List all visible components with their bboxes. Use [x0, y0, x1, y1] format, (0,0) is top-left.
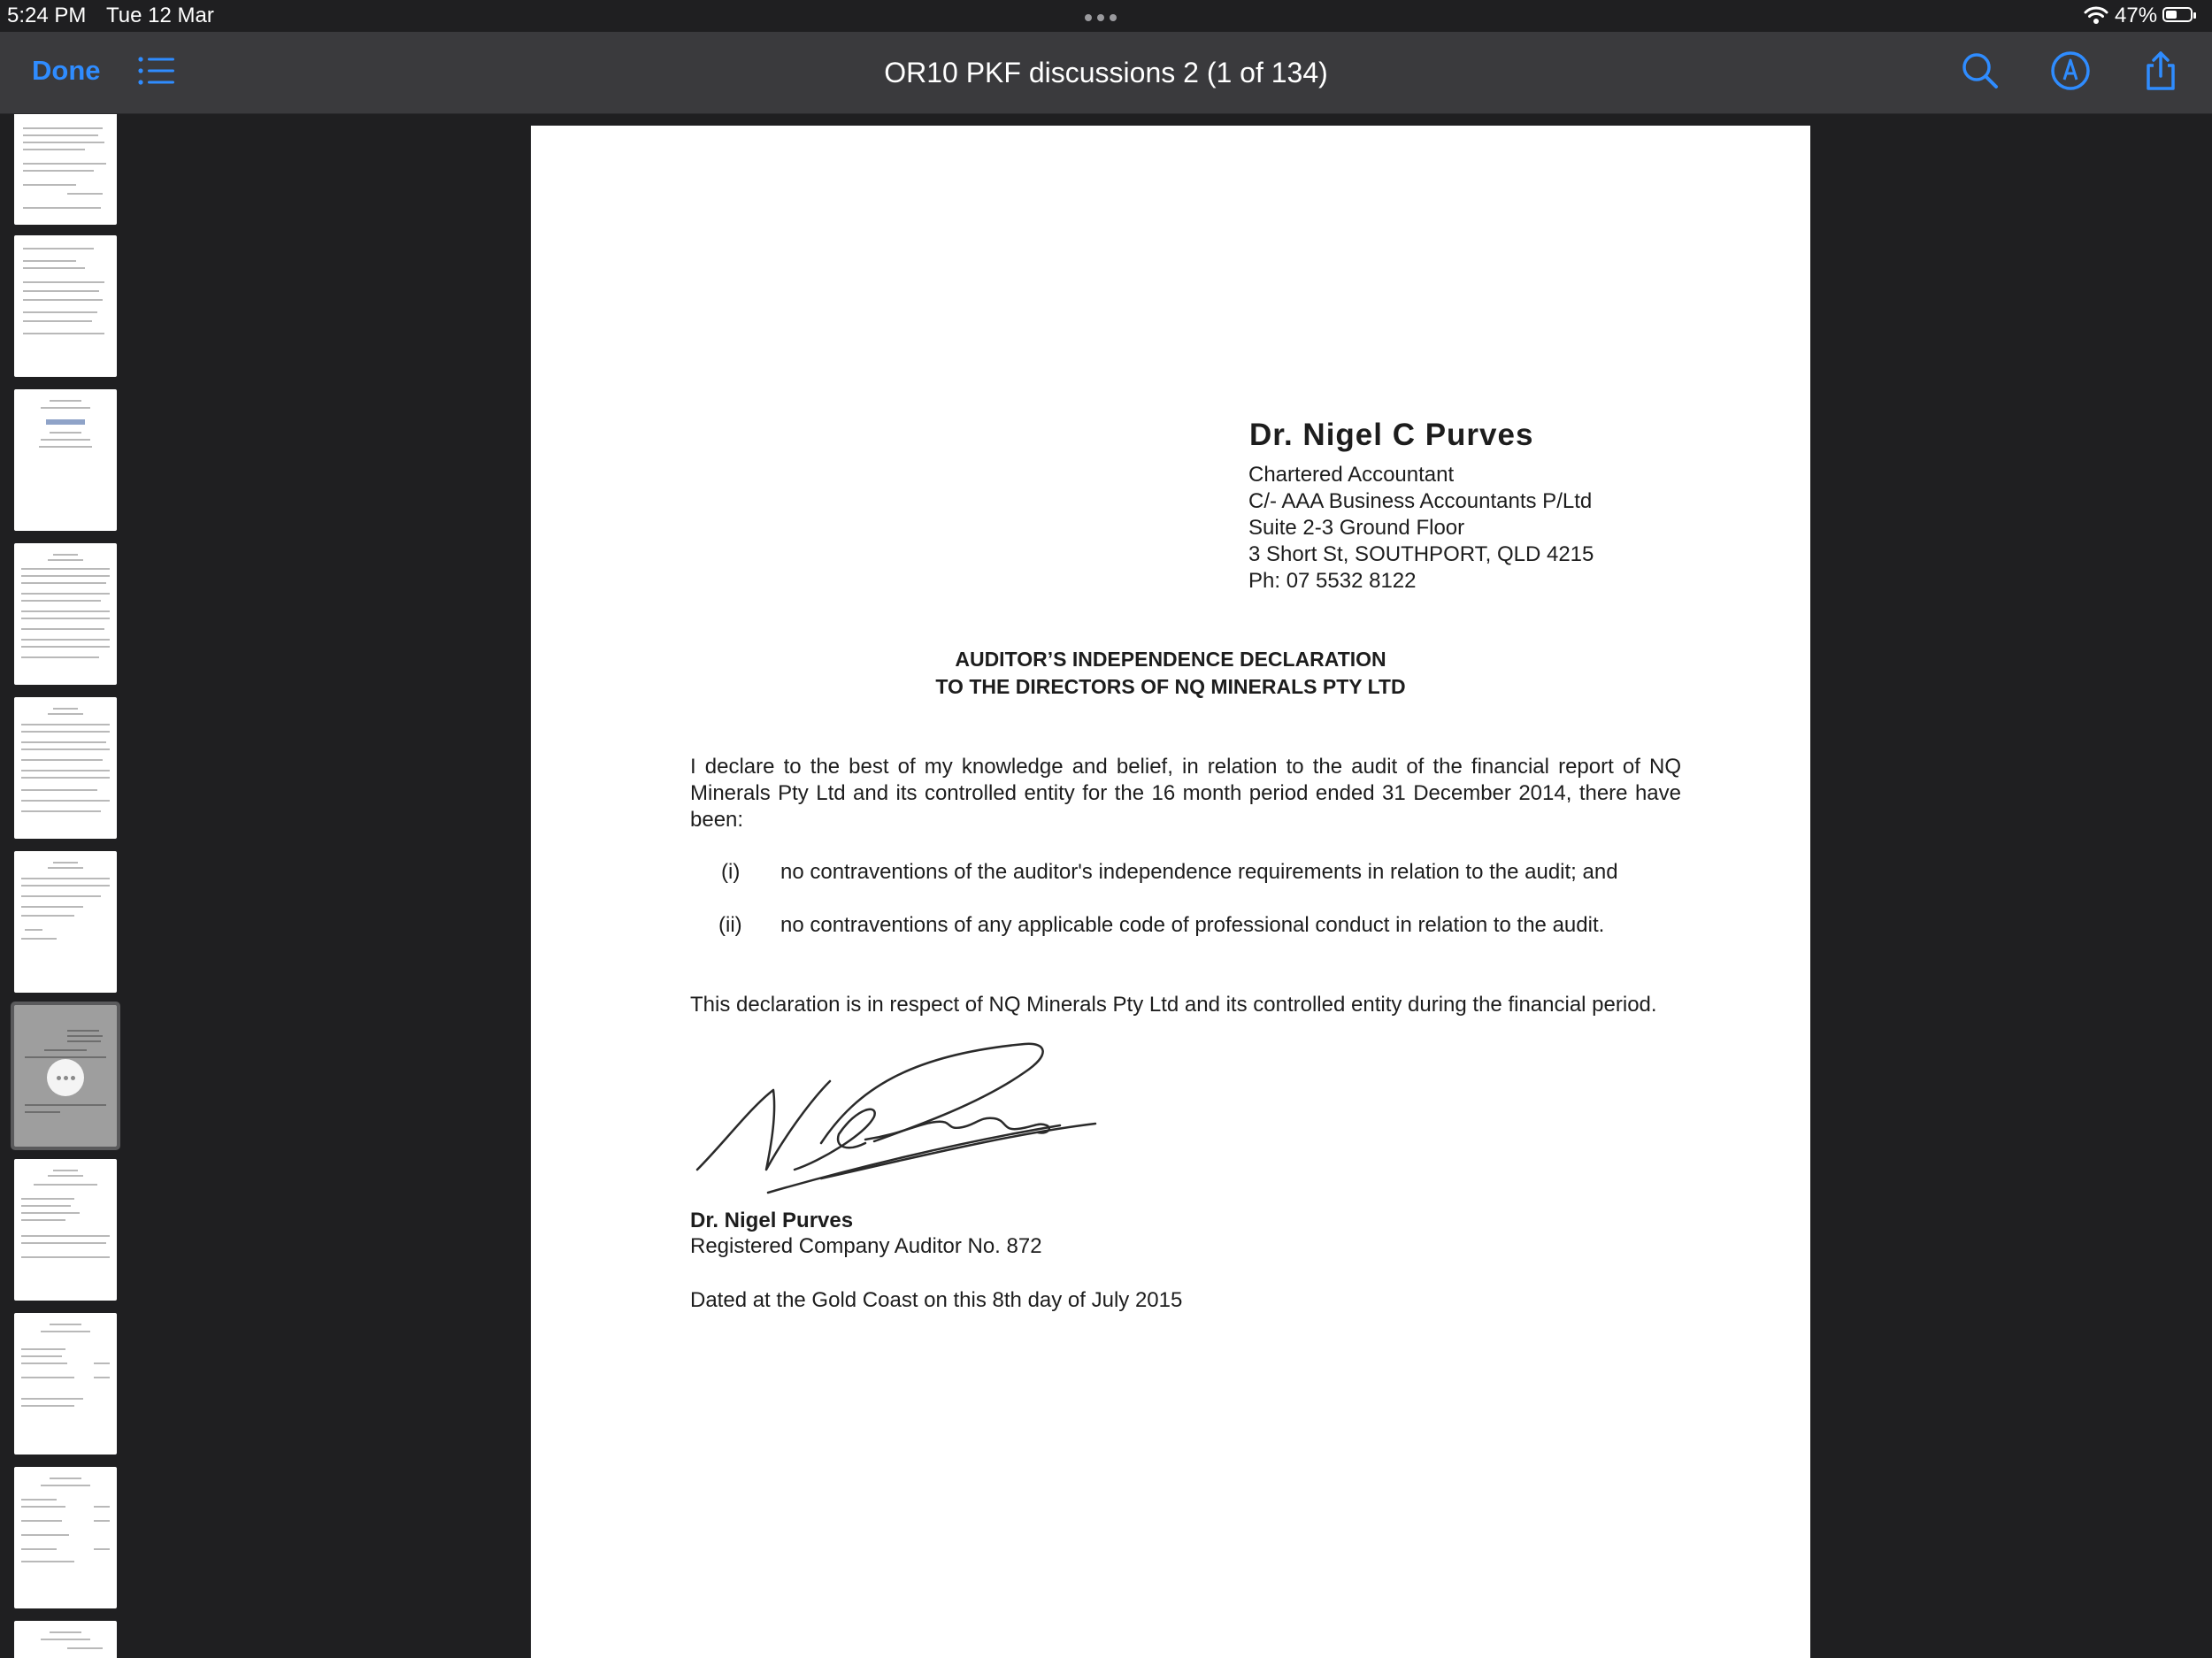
page-thumbnail[interactable]: [14, 1159, 117, 1301]
share-icon[interactable]: [2139, 50, 2182, 92]
declaration-subheading: TO THE DIRECTORS OF NQ MINERALS PTY LTD: [935, 675, 1406, 698]
status-bar: [0, 0, 2212, 32]
battery-percent: 47%: [2115, 4, 2158, 27]
item-number: (ii): [718, 913, 742, 937]
page-thumbnail-sidebar[interactable]: [0, 114, 126, 1658]
wifi-icon: [2084, 5, 2108, 25]
address-line: Suite 2-3 Ground Floor: [1248, 516, 1465, 540]
search-icon[interactable]: [1959, 50, 2001, 92]
item-number: (i): [721, 860, 741, 884]
signatory-title: Registered Company Auditor No. 872: [690, 1234, 1042, 1258]
address-line: Chartered Accountant: [1248, 463, 1455, 487]
declaration-heading: AUDITOR’S INDEPENDENCE DECLARATION: [955, 648, 1386, 671]
page-thumbnail[interactable]: [14, 389, 117, 531]
status-time: 5:24 PM: [7, 4, 87, 27]
page-thumbnail[interactable]: [14, 543, 117, 685]
item-text: no contraventions of any applicable code of professional conduct in relation to the audit.: [780, 913, 1605, 937]
signatory-name: Dr. Nigel Purves: [690, 1209, 854, 1232]
multitasking-dots-icon[interactable]: [1085, 14, 1117, 21]
document-page[interactable]: [531, 126, 1810, 1658]
page-thumbnail[interactable]: [14, 1467, 117, 1608]
page-thumbnail-current[interactable]: [14, 1005, 117, 1147]
date-line: Dated at the Gold Coast on this 8th day of July 2015: [690, 1288, 1183, 1312]
page-thumbnail[interactable]: [14, 851, 117, 993]
signature-image: [688, 1037, 1113, 1214]
declaration-intro: I declare to the best of my knowledge and belief, in relation to the audit of the financial report of NQ Minerals Pty Ltd and its controlled entity for the 16 month period ended 31 December 2014, there have been:: [690, 755, 1681, 832]
status-date: Tue 12 Mar: [106, 4, 214, 27]
battery-icon: [2162, 7, 2193, 22]
page-thumbnail[interactable]: [14, 697, 117, 839]
done-button[interactable]: Done: [32, 55, 101, 86]
declaration-statement: This declaration is in respect of NQ Minerals Pty Ltd and its controlled entity during the financial period.: [690, 993, 1657, 1017]
markup-icon[interactable]: [2049, 50, 2092, 92]
page-thumbnail[interactable]: [14, 1313, 117, 1455]
page-thumbnail[interactable]: [14, 1621, 117, 1658]
phone-line: Ph: 07 5532 8122: [1248, 569, 1417, 593]
page-thumbnail[interactable]: [14, 114, 117, 225]
address-line: 3 Short St, SOUTHPORT, QLD 4215: [1248, 542, 1594, 566]
document-title: OR10 PKF discussions 2 (1 of 134): [884, 57, 1328, 88]
author-name: Dr. Nigel C Purves: [1249, 418, 1534, 452]
more-options-icon[interactable]: [47, 1059, 84, 1096]
page-thumbnail[interactable]: [14, 235, 117, 377]
address-line: C/- AAA Business Accountants P/Ltd: [1248, 489, 1593, 513]
top-toolbar: [0, 32, 2212, 114]
item-text: no contraventions of the auditor's independence requirements in relation to the audit; and: [780, 860, 1618, 884]
